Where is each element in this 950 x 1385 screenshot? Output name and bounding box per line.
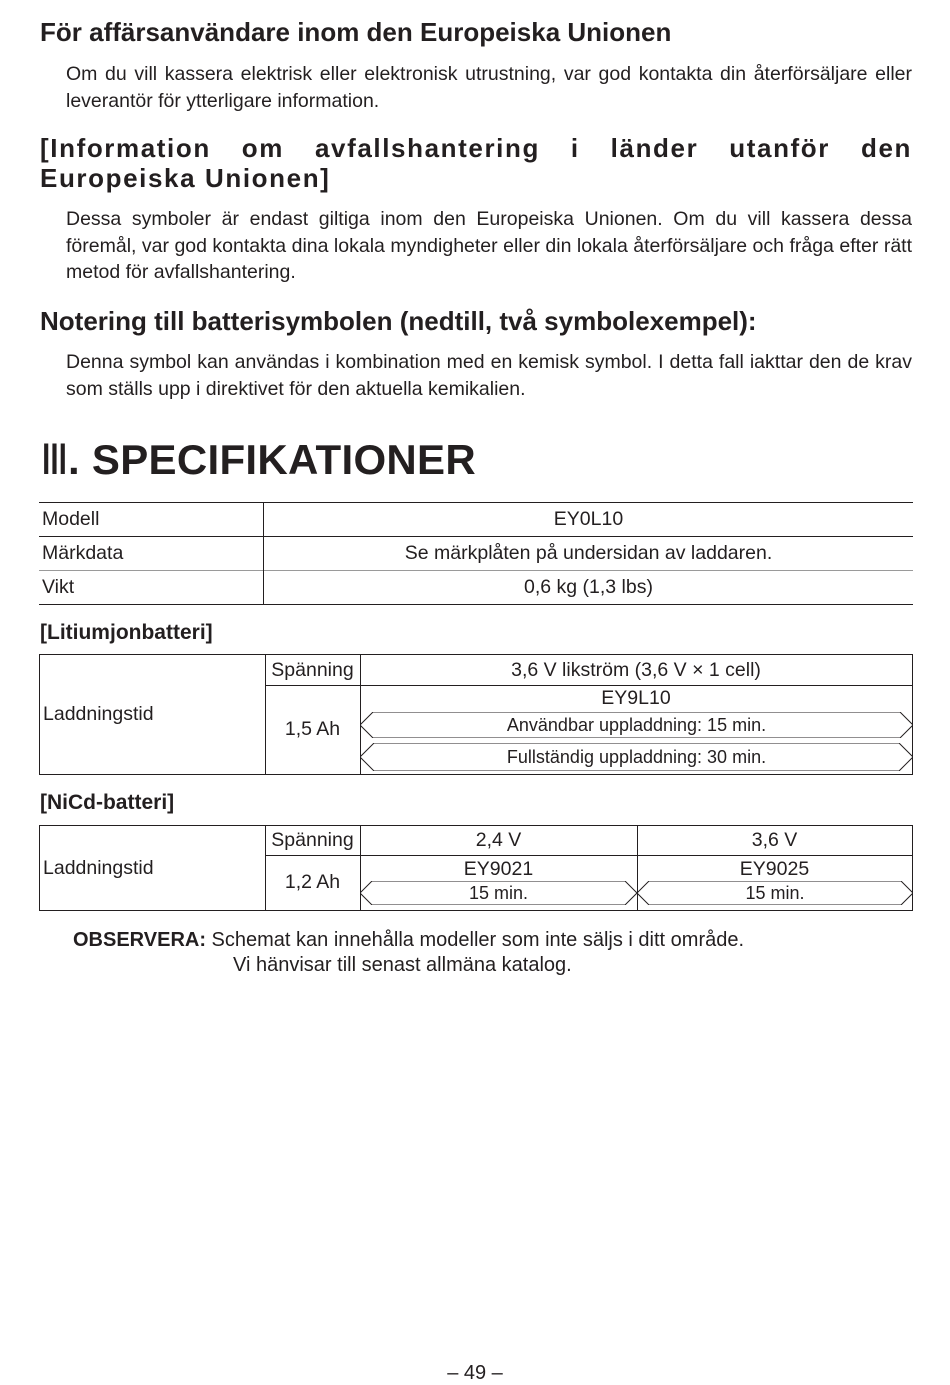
spec-value: 0,6 kg (1,3 lbs) — [264, 571, 914, 605]
voltage-value: 3,6 V likström (3,6 V × 1 cell) — [511, 658, 761, 681]
nicd-charge-arrow — [360, 881, 637, 905]
battery-symbol-paragraph: Denna symbol kan användas i kombination med en kemisk symbol. I detta fall iakttar den de krav som ställs upp i direktivet för den aktuella kemikalien. — [66, 351, 912, 400]
note — [73, 928, 745, 976]
full-charge-arrow — [360, 743, 913, 771]
charging-time-label: Laddningstid — [43, 856, 154, 879]
note-line-1: Schemat kan innehålla modeller som inte säljs i ditt område. — [206, 929, 745, 951]
table-row — [39, 537, 913, 571]
voltage-label: Spänning — [271, 829, 354, 851]
spec-table — [39, 502, 913, 605]
page-number: – 49 – — [447, 1362, 503, 1384]
voltage-label: Spänning — [271, 658, 354, 681]
spec-value: EY0L10 — [553, 508, 624, 530]
note-label: OBSERVERA: — [73, 929, 206, 951]
table-row — [39, 503, 913, 537]
table-row — [39, 571, 913, 605]
voltage-value: 3,6 V — [751, 829, 798, 851]
battery-model: EY9021 — [463, 857, 534, 880]
spec-value: Se märkplåten på undersidan av laddaren. — [264, 537, 914, 571]
spec-label: Märkdata — [39, 537, 264, 571]
non-eu-heading: [Information om avfallshantering i länder utanför den Europeiska Unionen] — [40, 133, 912, 193]
specifications-title-text: . SPECIFIKATIONER — [67, 436, 476, 483]
charging-time-label: Laddningstid — [43, 703, 154, 725]
voltage-value: 2,4 V — [475, 829, 522, 851]
battery-capacity: 1,5 Ah — [284, 718, 341, 740]
specifications-title — [40, 436, 476, 485]
liion-heading: [Litiumjonbatteri] — [40, 621, 213, 644]
nicd-charge-time: 15 min. — [745, 882, 805, 903]
battery-capacity: 1,2 Ah — [284, 871, 341, 893]
battery-model: EY9L10 — [601, 686, 671, 709]
non-eu-paragraph: Dessa symboler är endast giltiga inom den Europeiska Unionen. Om du vill kassera dessa föremål, var god kontakta dina lokala myndigheter eller din lokala återförsäljare och fråga efter rätt metod för avfallshantering. — [66, 208, 912, 283]
eu-heading: För affärsanvändare inom den Europeiska Unionen — [40, 17, 672, 47]
nicd-charge-arrow — [637, 881, 913, 905]
usable-charge-arrow — [360, 712, 913, 738]
usable-charge-time: Användbar uppladdning: 15 min. — [506, 714, 767, 735]
nicd-charge-time: 15 min. — [468, 882, 529, 903]
battery-model: EY9025 — [739, 857, 810, 880]
nicd-heading: [NiCd-batteri] — [40, 791, 175, 814]
liion-table — [39, 654, 913, 775]
roman-numeral: Ⅲ — [40, 438, 68, 484]
divider — [265, 855, 912, 856]
spec-label: Modell — [39, 503, 264, 537]
eu-paragraph: Om du vill kassera elektrisk eller elektronisk utrustning, var god kontakta din återförsäljare eller leverantör för ytterligare information. — [66, 63, 912, 112]
spec-label: Vikt — [39, 571, 264, 605]
full-charge-time: Fullständig uppladdning: 30 min. — [506, 746, 767, 767]
note-line-2: Vi hänvisar till senast allmäna katalog. — [233, 954, 572, 976]
battery-symbol-heading: Notering till batterisymbolen (nedtill, två symbolexempel): — [40, 306, 757, 336]
nicd-table — [39, 825, 913, 911]
